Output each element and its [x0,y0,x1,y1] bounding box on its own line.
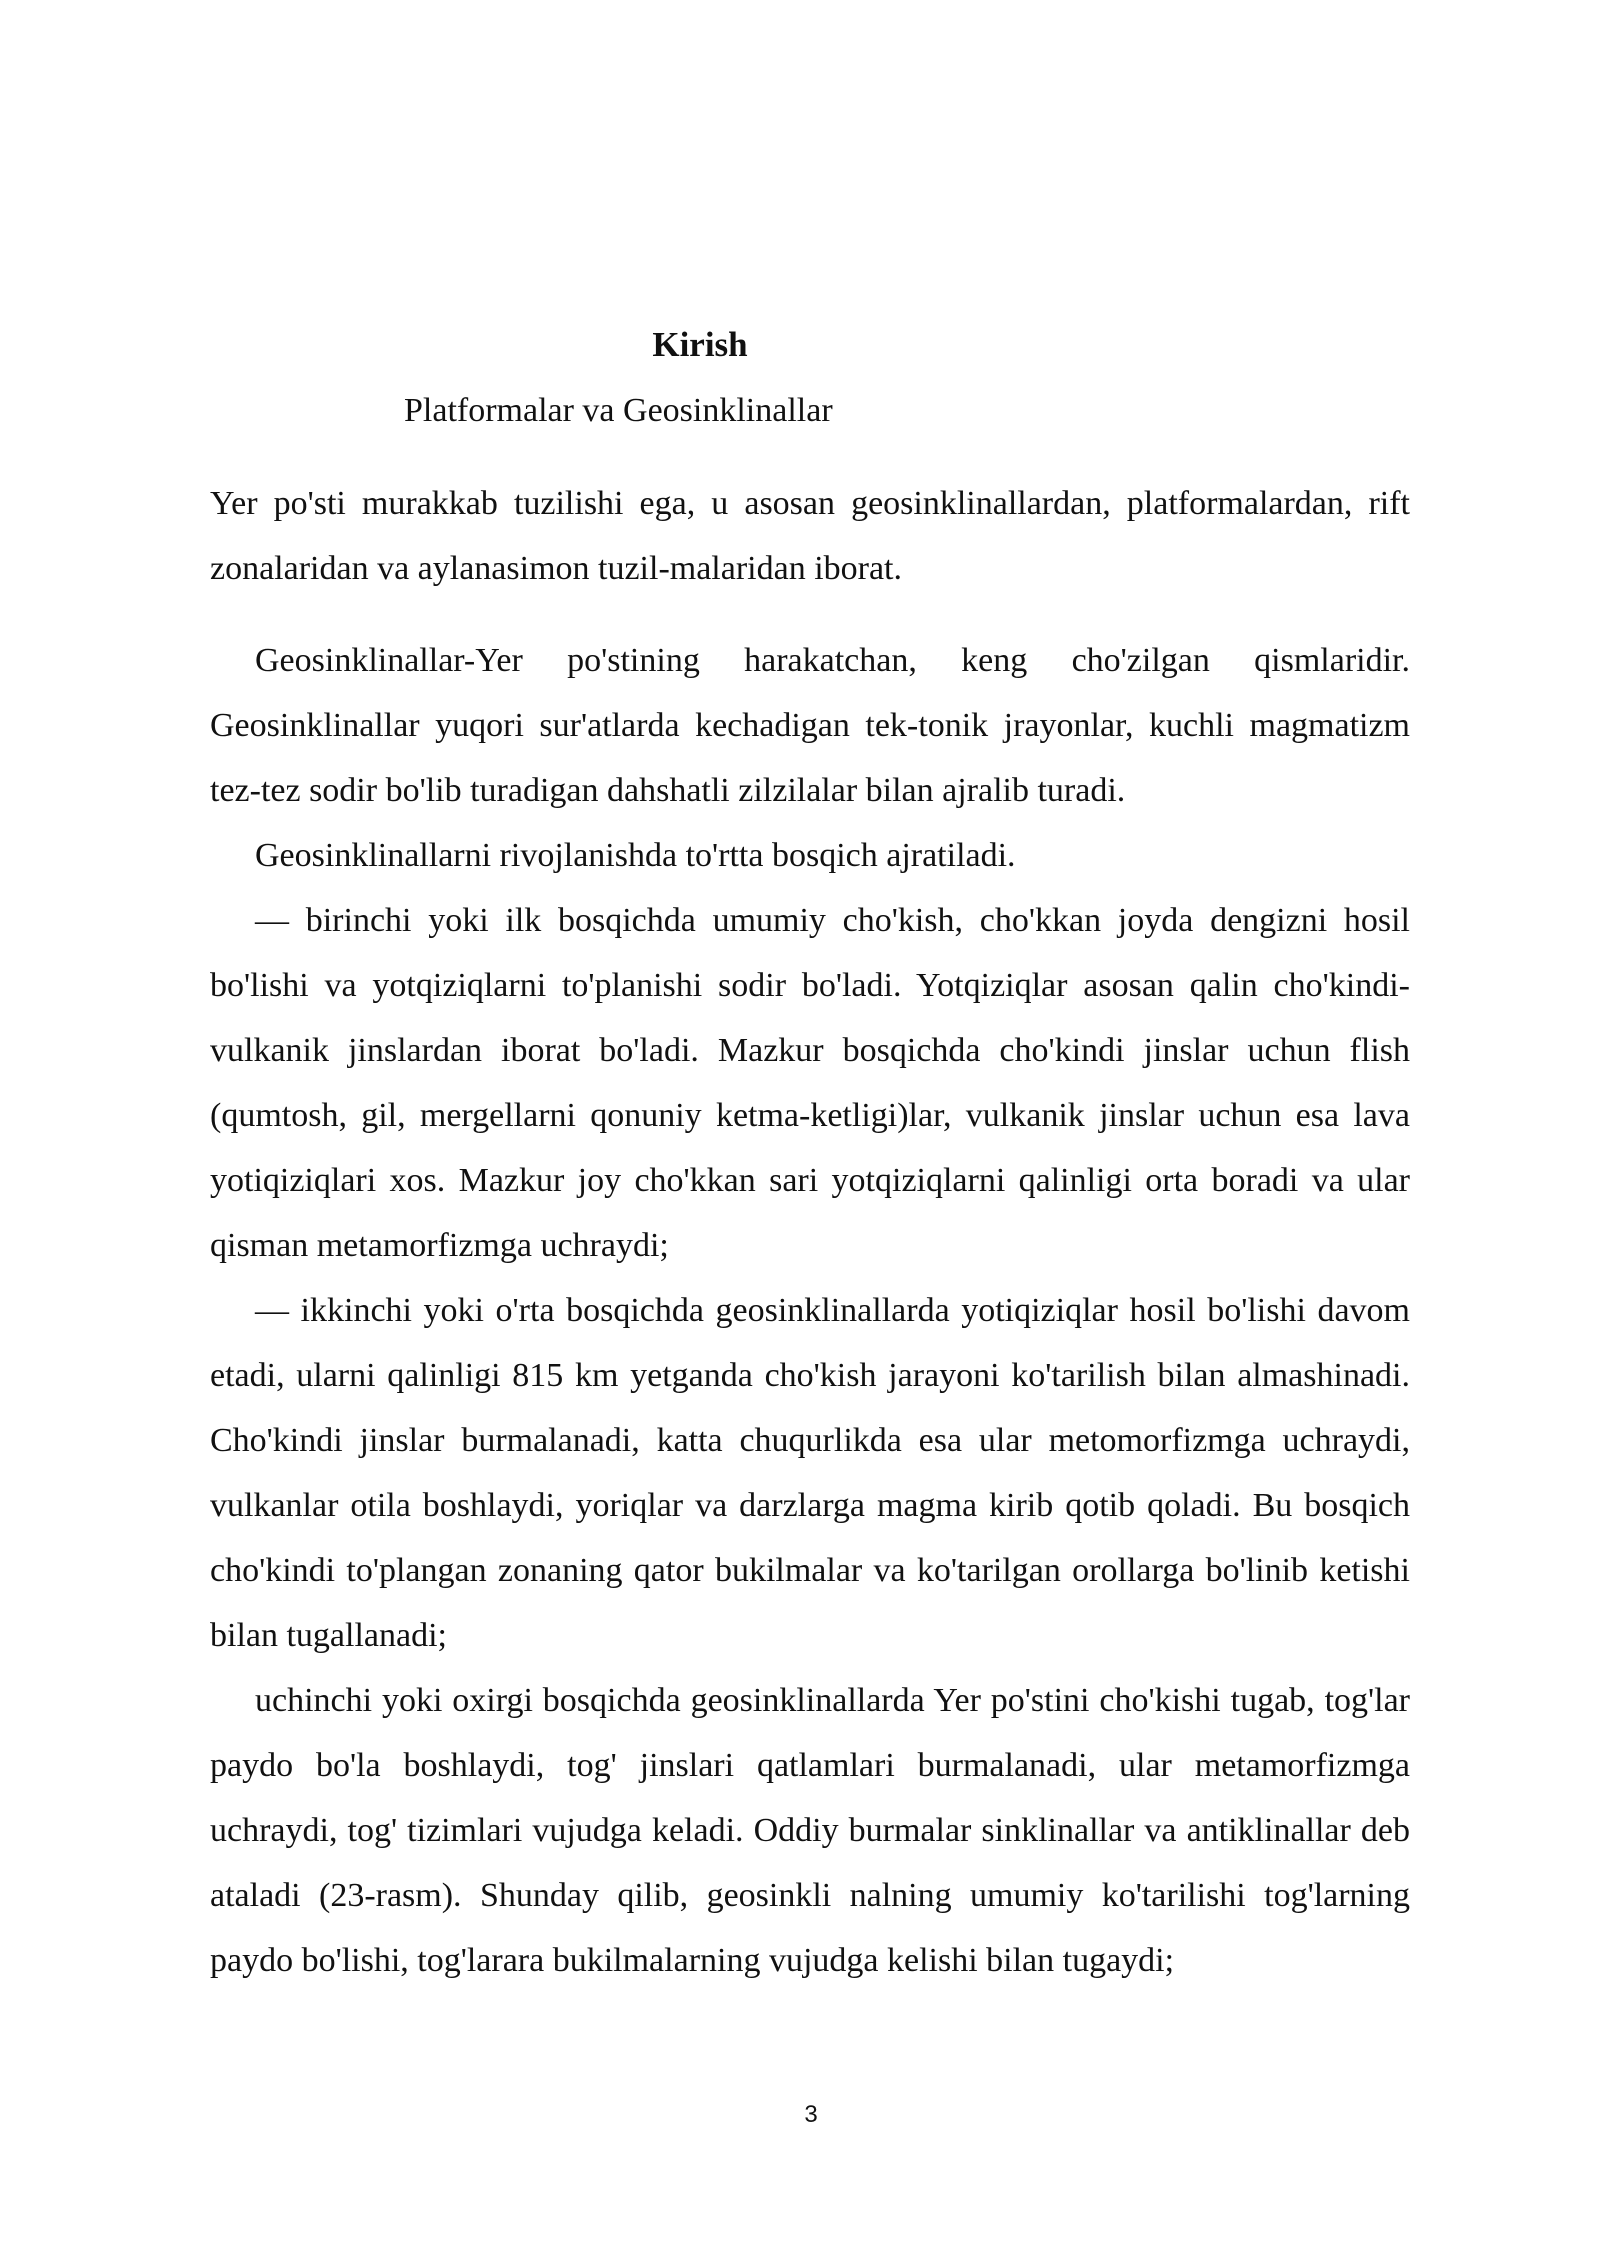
page-subtitle: Platformalar va Geosinklinallar [404,392,833,429]
page-number: 3 [804,2101,818,2128]
main-text [210,628,1410,1993]
paragraph-third-stage: uchinchi yoki oxirgi bosqichda geosinklinallarda Yer po'stini cho'kishi tugab, tog'lar paydo bo'la boshlaydi, tog' jinslari qatlamlari burmalanadi, ular metamorfizmga uchraydi, tog' tizimlari vujudga keladi. Oddiy burmalar sinklinallar va antiklinallar deb ataladi (23-rasm). Shunday qilib, geosinkli nalning umumiy ko'tarilishi tog'larning paydo bo'lishi, tog'larara bukilmalarning vujudga kelishi bilan tugaydi; [210,1682,1410,1979]
paragraph-second-stage: — ikkinchi yoki o'rta bosqichda geosinklinallarda yotiqiziqlar hosil bo'lishi davom etadi, ularni qalinligi 815 km yetganda cho'kish jarayoni ko'tarilish bilan almashinadi. Cho'kindi jinslar burmalanadi, katta chuqurlikda esa ular metomorfizmga uchraydi, vulkanlar otila boshlaydi, yoriqlar va darzlarga magma kirib qotib qoladi. Bu bosqich cho'kindi to'plangan zonaning qator bukilmalar va ko'tarilgan orollarga bo'linib ketishi bilan tugallanadi; [210,1292,1410,1654]
paragraph-stages: Geosinklinallarni rivojlanishda to'rtta bosqich ajratiladi. [255,837,1016,874]
intro-paragraph: Yer po'sti murakkab tuzilishi ega, u asosan geosinklinallardan, platformalardan, rift zonalaridan va aylanasimon tuzil-malaridan iborat. [210,485,1410,587]
page-title: Kirish [652,325,748,364]
paragraph-first-stage: — birinchi yoki ilk bosqichda umumiy cho'kish, cho'kkan joyda dengizni hosil bo'lishi va yotqiziqlarni to'planishi sodir bo'ladi. Yotqiziqlar asosan qalin cho'kindi-vulkanik jinslardan iborat bo'ladi. Mazkur bosqichda cho'kindi jinslar uchun flish (qumtosh, gil, mergellarni qonuniy ketma-ketligi)lar, vulkanik jinslar uchun esa lava yotiqiziqlari xos. Mazkur joy cho'kkan sari yotqiziqlarni qalinligi orta boradi va ular qisman metamorfizmga uchraydi; [210,902,1410,1264]
paragraph-geosynclines: Geosinklinallar-Yer po'stining harakatchan, keng cho'zilgan qismlaridir. Geosinklinallar yuqori sur'atlarda kechadigan tek-tonik jrayonlar, kuchli magmatizm tez-tez sodir bo'lib turadigan dahshatli zilzilalar bilan ajralib turadi. [210,642,1410,809]
